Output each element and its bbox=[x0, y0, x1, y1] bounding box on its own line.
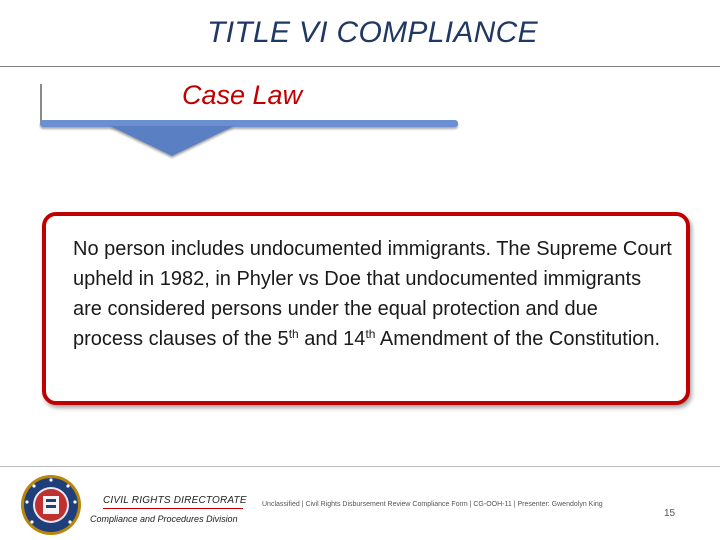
page-number: 15 bbox=[664, 508, 676, 519]
body-text bbox=[73, 234, 673, 354]
title-divider bbox=[0, 66, 720, 67]
subtitle-bar bbox=[40, 120, 458, 127]
slide-subtitle: Case Law bbox=[182, 80, 303, 110]
footer-divider bbox=[0, 466, 720, 467]
down-arrow-icon bbox=[110, 126, 234, 156]
body-text-part1: No person includes undocumented immigrants. The Supreme Court upheld in 1982, in Phyler vs Doe that undocumented immigrants are considered persons under the equal protection and due process clauses of the 5 bbox=[73, 238, 672, 350]
footer-meta: Unclassified | Civil Rights Disbursement Review Compliance Form | CG-OOH-11 | Presenter: Gwendolyn King bbox=[262, 501, 603, 508]
body-text-part3: Amendment of the Constitution. bbox=[375, 328, 661, 350]
division-name: Compliance and Procedures Division bbox=[90, 514, 238, 524]
body-text-sup1: th bbox=[288, 327, 299, 341]
directorate-name: CIVIL RIGHTS DIRECTORATE bbox=[103, 495, 247, 506]
body-text-part2: and 14 bbox=[298, 328, 366, 350]
slide-title: TITLE VI COMPLIANCE bbox=[207, 16, 538, 49]
body-text-sup2: th bbox=[365, 327, 376, 341]
civil-rights-seal-icon bbox=[20, 474, 82, 536]
directorate-underline bbox=[103, 508, 243, 509]
